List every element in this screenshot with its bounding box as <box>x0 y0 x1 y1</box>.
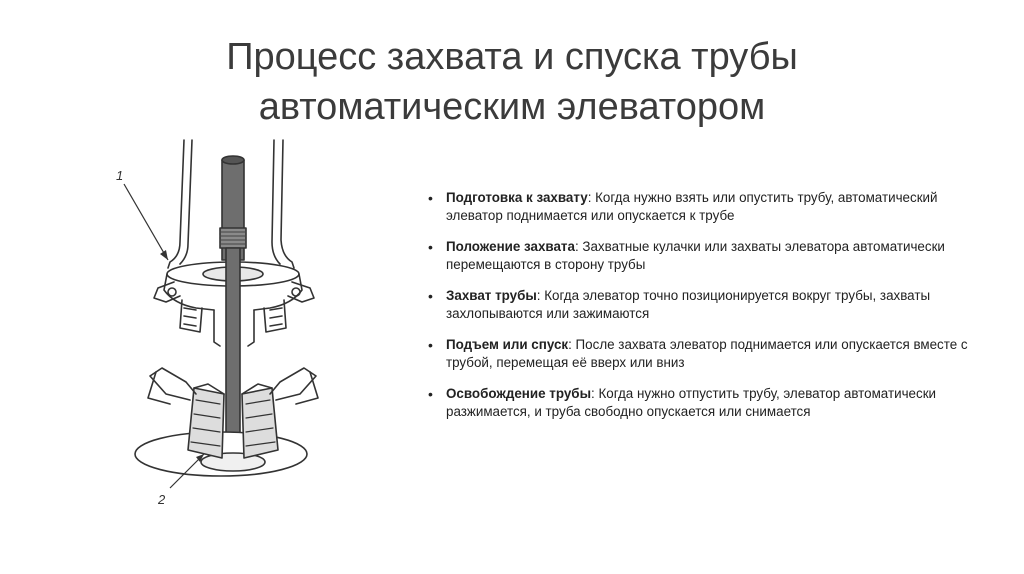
list-item-lift-lower <box>426 336 996 372</box>
list-item-preparation <box>426 189 996 225</box>
elevator-link-left <box>168 140 192 268</box>
process-steps-list <box>426 189 996 434</box>
list-item-grip <box>426 287 996 323</box>
slide-title-line-2: автоматическим элеватором <box>258 86 766 128</box>
step-term: Положение захвата <box>446 239 575 254</box>
elevator-illustration <box>96 132 346 532</box>
step-term: Захват трубы <box>446 288 537 303</box>
list-item-position <box>426 238 996 274</box>
step-text: : Когда нужно взять или опустить трубу, автоматический элеватор поднимается или опускается к трубе <box>446 190 938 223</box>
step-term: Подъем или спуск <box>446 337 569 352</box>
step-term: Подготовка к захвату <box>446 190 588 205</box>
callout-2-label: 2 <box>158 492 166 507</box>
callout-1 <box>116 168 168 260</box>
step-text: : Когда нужно отпустить трубу, элеватор автоматически разжимается, и труба свободно опускается или снимается <box>446 386 937 419</box>
step-text: : После захвата элеватор поднимается или опускается вместе с трубой, перемещая её вверх или вниз <box>446 337 968 370</box>
callout-1-label: 1 <box>116 168 124 183</box>
slide-title <box>120 32 904 132</box>
elevator-link-right <box>272 140 294 268</box>
slide-title-line-1: Процесс захвата и спуска трубы <box>226 36 798 78</box>
step-text: : Захватные кулачки или захваты элеватора автоматически перемещаются в сторону трубы <box>446 239 945 272</box>
step-text: : Когда элеватор точно позиционируется вокруг трубы, захваты захлопываются или зажимаются <box>446 288 931 321</box>
step-term: Освобождение трубы <box>446 386 592 401</box>
list-item-release <box>426 385 996 421</box>
